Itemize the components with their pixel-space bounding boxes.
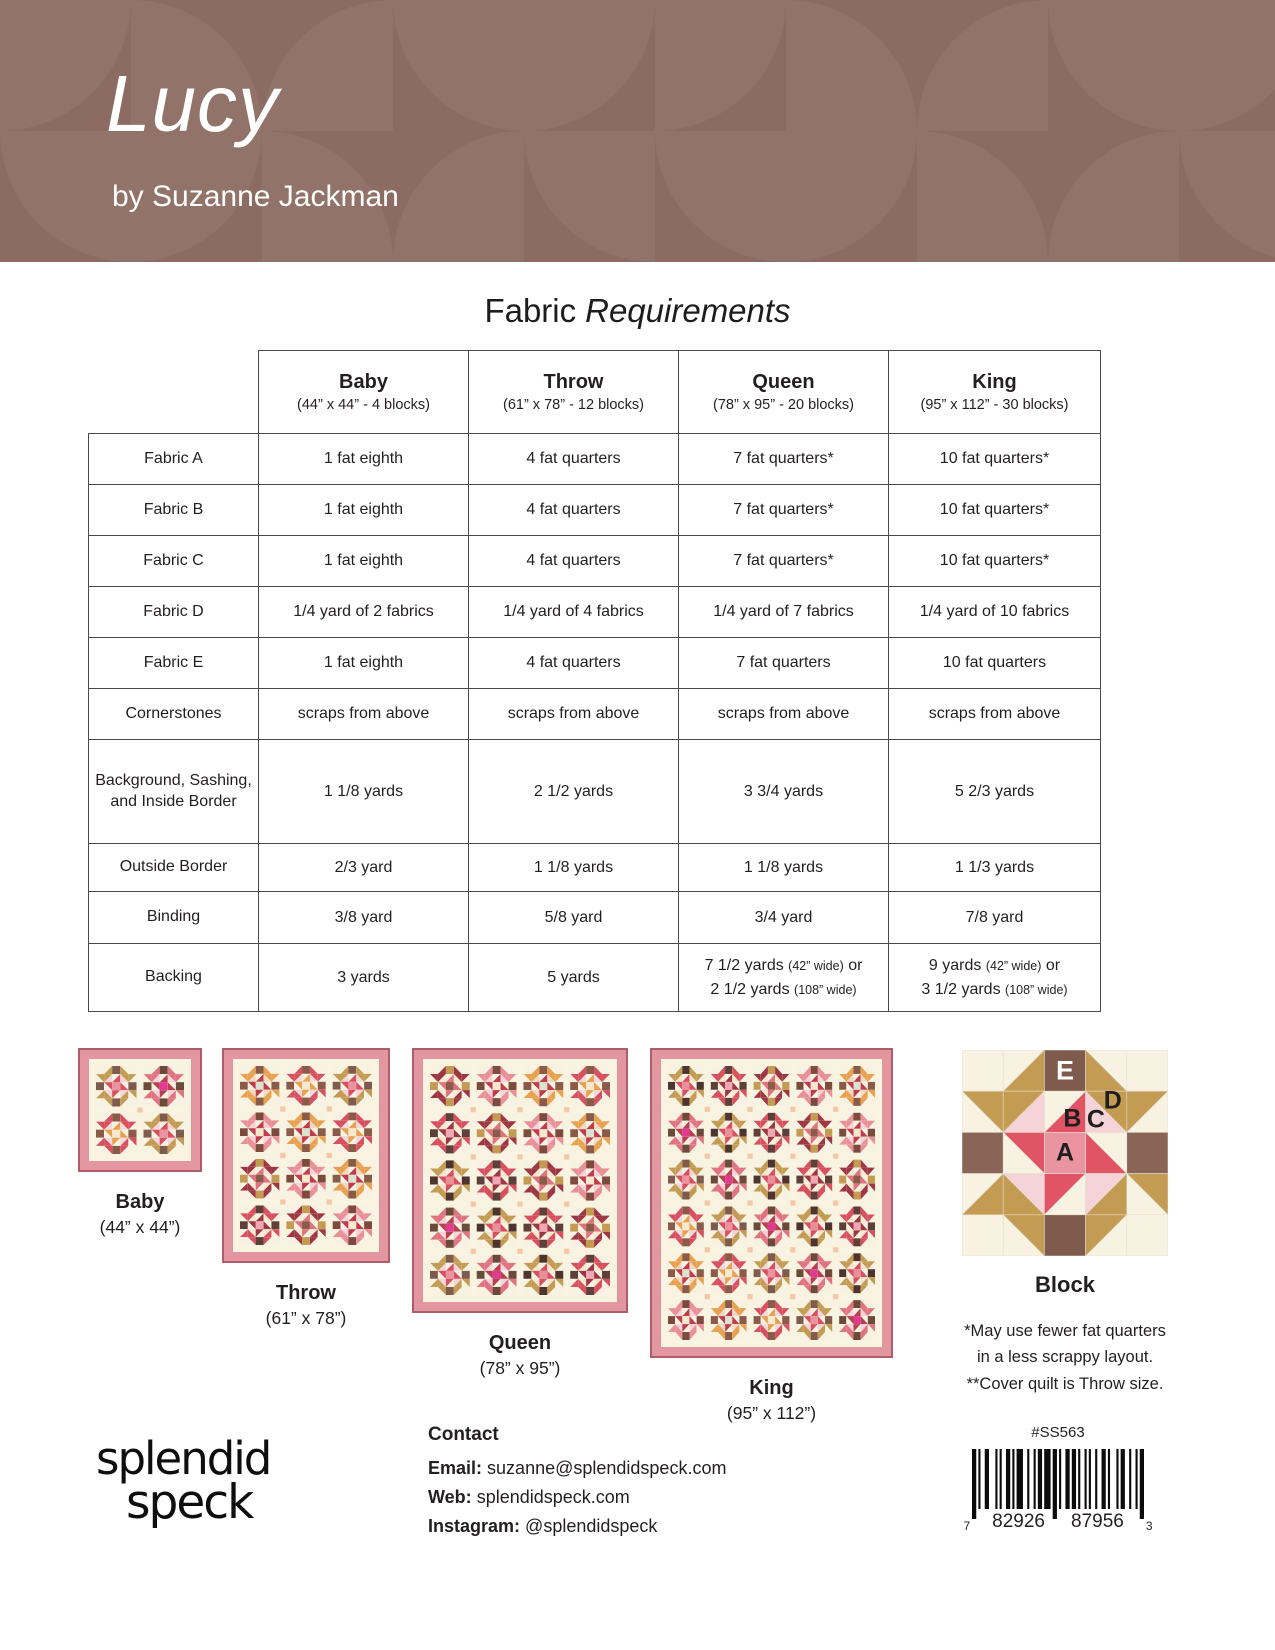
- instagram-label: Instagram:: [428, 1516, 521, 1536]
- quilt-throw-preview: [222, 1048, 390, 1329]
- table-cell: 9 yards (42” wide) or 3 1/2 yards (108” wide): [889, 944, 1101, 1012]
- email-value: suzanne@splendidspeck.com: [487, 1458, 727, 1478]
- table-cell: 1 1/8 yards: [259, 740, 469, 844]
- quilt-throw-caption: [222, 1282, 390, 1329]
- table-cell: 4 fat quarters: [469, 434, 679, 485]
- pattern-sku: #SS563: [1031, 1424, 1085, 1441]
- table-cell: 2 1/2 yards: [469, 740, 679, 844]
- fabric-requirements-table: [88, 350, 1101, 1012]
- quilt-dimensions: (44” x 44”): [99, 1217, 181, 1237]
- table-cell: 1 fat eighth: [259, 434, 469, 485]
- contact-section: [428, 1424, 726, 1541]
- table-cell: 5 yards: [469, 944, 679, 1012]
- quilt-name: Queen: [488, 1332, 552, 1354]
- table-row: [89, 434, 1101, 485]
- barcode-block: [938, 1424, 1178, 1533]
- contact-instagram: [428, 1512, 726, 1541]
- block-diagram-figure: [915, 1050, 1215, 1397]
- row-label: Backing: [89, 944, 259, 1012]
- pattern-author: by Suzanne Jackman: [112, 180, 399, 213]
- row-label: Fabric C: [89, 536, 259, 587]
- barcode-group2: 87956: [1067, 1511, 1128, 1533]
- quilt-throw-image: [222, 1048, 390, 1263]
- table-row: [89, 536, 1101, 587]
- email-label: Email:: [428, 1458, 483, 1478]
- table-cell: 4 fat quarters: [469, 536, 679, 587]
- table-cell: 5 2/3 yards: [889, 740, 1101, 844]
- table-cell: 7/8 yard: [889, 892, 1101, 944]
- table-cell: 1/4 yard of 7 fabrics: [679, 587, 889, 638]
- section-title-word1: Fabric: [484, 292, 577, 329]
- table-cell: 2/3 yard: [259, 844, 469, 892]
- table-cell: 7 1/2 yards (42” wide) or 2 1/2 yards (108” wide): [679, 944, 889, 1012]
- table-cell: scraps from above: [469, 689, 679, 740]
- table-cell: 10 fat quarters*: [889, 434, 1101, 485]
- quilt-name: King: [749, 1377, 794, 1399]
- table-cell: 1 fat eighth: [259, 638, 469, 689]
- table-cell: 7 fat quarters*: [679, 434, 889, 485]
- svg-text:A: A: [1055, 1138, 1075, 1167]
- barcode-right-digit: 3: [1145, 1519, 1153, 1533]
- table-row: [89, 844, 1101, 892]
- row-label: Cornerstones: [89, 689, 259, 740]
- table-cell: 3 3/4 yards: [679, 740, 889, 844]
- block-diagram: [962, 1050, 1168, 1256]
- table-cell: 4 fat quarters: [469, 485, 679, 536]
- contact-heading: Contact: [428, 1424, 499, 1445]
- table-cell: 1/4 yard of 2 fabrics: [259, 587, 469, 638]
- table-cell: 3/4 yard: [679, 892, 889, 944]
- table-cell: 1 1/8 yards: [679, 844, 889, 892]
- table-cell: 1 1/8 yards: [469, 844, 679, 892]
- table-cell: 4 fat quarters: [469, 638, 679, 689]
- table-row: [89, 638, 1101, 689]
- barcode-group1: 82926: [988, 1511, 1049, 1533]
- fabric-requirements-title: [0, 292, 1275, 330]
- column-header-baby: Baby (44” x 44” - 4 blocks): [259, 351, 469, 434]
- header-banner: [0, 0, 1275, 262]
- table-row: [89, 689, 1101, 740]
- contact-email: [428, 1454, 726, 1483]
- quilt-dimensions: (95” x 112”): [726, 1403, 817, 1423]
- footnote-line: *May use fewer fat quarters: [964, 1322, 1166, 1340]
- table-cell: 1 1/3 yards: [889, 844, 1101, 892]
- table-cell: 3 yards: [259, 944, 469, 1012]
- table-cell: scraps from above: [259, 689, 469, 740]
- table-row: [89, 944, 1101, 1012]
- svg-text:B: B: [1063, 1104, 1082, 1133]
- row-label: Background, Sashing, and Inside Border: [89, 740, 259, 844]
- row-label: Binding: [89, 892, 259, 944]
- quilt-baby-image: [78, 1048, 202, 1172]
- quilt-queen-preview: [412, 1048, 628, 1379]
- quilt-dimensions: (78” x 95”): [479, 1358, 561, 1378]
- quilt-dimensions: (61” x 78”): [265, 1308, 347, 1328]
- table-corner-spacer: [89, 351, 259, 434]
- quilt-baby-caption: [78, 1191, 202, 1238]
- quilt-king-caption: [650, 1377, 893, 1424]
- quilt-name: Throw: [276, 1282, 336, 1304]
- table-cell: 7 fat quarters*: [679, 485, 889, 536]
- quilt-name: Baby: [115, 1191, 165, 1213]
- table-cell: 1 fat eighth: [259, 536, 469, 587]
- quilt-queen-caption: [412, 1332, 628, 1379]
- logo-line2: speck: [126, 1475, 253, 1530]
- row-label: Fabric A: [89, 434, 259, 485]
- table-cell: 1/4 yard of 4 fabrics: [469, 587, 679, 638]
- quilt-king-image: [650, 1048, 893, 1358]
- pattern-title: Lucy: [106, 59, 279, 148]
- table-cell: 10 fat quarters*: [889, 536, 1101, 587]
- web-value: splendidspeck.com: [476, 1487, 630, 1507]
- block-caption: Block: [1035, 1272, 1095, 1297]
- table-cell: scraps from above: [679, 689, 889, 740]
- quilt-queen-image: [412, 1048, 628, 1313]
- row-label: Outside Border: [89, 844, 259, 892]
- table-row: [89, 587, 1101, 638]
- column-header-king: King (95” x 112” - 30 blocks): [889, 351, 1101, 434]
- footnote-line: in a less scrappy layout.: [976, 1348, 1154, 1367]
- svg-text:C: C: [1086, 1105, 1105, 1134]
- table-row: [89, 485, 1101, 536]
- column-header-queen: Queen (78” x 95” - 20 blocks): [679, 351, 889, 434]
- web-label: Web:: [428, 1487, 472, 1507]
- row-label: Fabric D: [89, 587, 259, 638]
- barcode-left-digit: 7: [963, 1519, 971, 1533]
- svg-text:E: E: [1055, 1055, 1075, 1086]
- table-row: [89, 892, 1101, 944]
- table-cell: 10 fat quarters*: [889, 485, 1101, 536]
- table-cell: 7 fat quarters*: [679, 536, 889, 587]
- splendid-speck-logo: [96, 1432, 270, 1530]
- table-cell: 5/8 yard: [469, 892, 679, 944]
- table-cell: 7 fat quarters: [679, 638, 889, 689]
- table-cell: scraps from above: [889, 689, 1101, 740]
- svg-text:D: D: [1103, 1086, 1122, 1115]
- footnote-line: **Cover quilt is Throw size.: [966, 1374, 1164, 1393]
- row-label: Fabric E: [89, 638, 259, 689]
- table-cell: 1 fat eighth: [259, 485, 469, 536]
- row-label: Fabric B: [89, 485, 259, 536]
- contact-web: [428, 1483, 726, 1512]
- quilt-baby-preview: [78, 1048, 202, 1238]
- table-cell: 3/8 yard: [259, 892, 469, 944]
- logo-line1: splendid: [96, 1432, 271, 1485]
- table-cell: 10 fat quarters: [889, 638, 1101, 689]
- table-row: [89, 740, 1101, 844]
- quilt-king-preview: [650, 1048, 893, 1424]
- column-header-throw: Throw (61” x 78” - 12 blocks): [469, 351, 679, 434]
- section-title-word2: Requirements: [585, 292, 791, 329]
- instagram-value: @splendidspeck: [525, 1516, 658, 1536]
- table-cell: 1/4 yard of 10 fabrics: [889, 587, 1101, 638]
- footnotes: [915, 1318, 1215, 1397]
